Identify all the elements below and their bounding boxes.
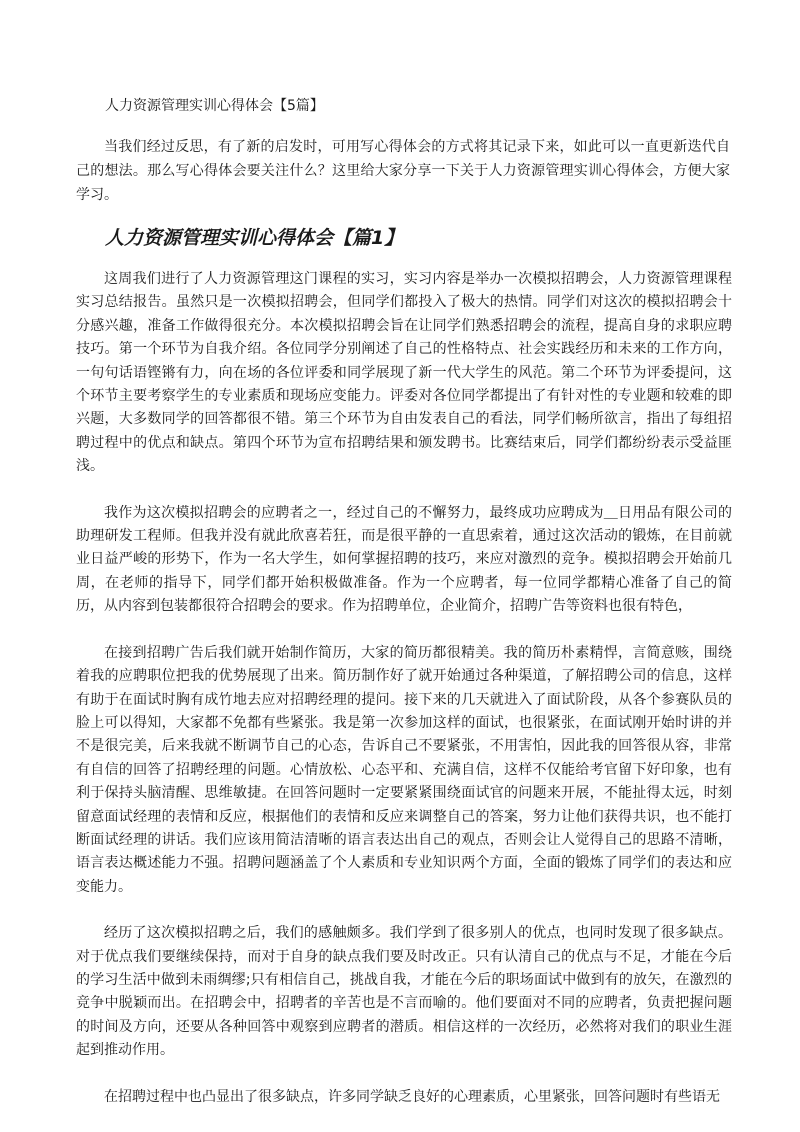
section-body — [76, 268, 732, 1132]
section-heading: 人力资源管理实训心得体会【篇1】 — [105, 227, 404, 249]
body-paragraph-4: 经历了这次模拟招聘之后，我们的感触颇多。我们学到了很多别人的优点，也同时发现了很多缺点。对于优点我们要继续保持，而对于自身的缺点我们要及时改正。只有认清自己的优点与不足，才能在今后的学习生活中做到未雨绸缪;只有相信自己，挑战自我，才能在今后的职场面试中做到有的放矢，在激烈的竞争中脱颖而出。在招聘会中，招聘者的辛苦也是不言而喻的。他们要面对不同的应聘者，负责把握问题的时间及方向，还要从各种回答中观察到应聘者的潜质。相信这样的一次经历，必然将对我们的职业生涯起到推动作用。 — [76, 925, 732, 1059]
body-paragraph-3: 在接到招聘广告后我们就开始制作简历，大家的简历都很精美。我的简历朴素精悍，言简意赅，围绕着我的应聘职位把我的优势展现了出来。简历制作好了就开始通过各种渠道，了解招聘公司的信息，这样有助于在面试时胸有成竹地去应对招聘经理的提问。接下来的几天就进入了面试阶段，从各个参赛队员的脸上可以得知，大家都不免都有些紧张。我是第一次参加这样的面试，也很紧张，在面试刚开始时讲的并不是很完美，后来我就不断调节自己的心态，告诉自己不要紧张，不用害怕，因此我的回答很从容，非常有自信的回答了招聘经理的问题。心情放松、心态平和、充满自信，这样不仅能给考官留下好印象，也有利于保持头脑清醒、思维敏捷。在回答问题时一定要紧紧围绕面试官的问题来开展，不能扯得太远，时刻留意面试经理的表情和反应，根据他们的表情和反应来调整自己的答案，努力让他们获得共识，也不能打断面试经理的讲话。我们应该用简洁清晰的语言表达出自己的观点，否则会让人觉得自己的思路不清晰，语言表达概述能力不强。招聘问题涵盖了个人素质和专业知识两个方面，全面的锻炼了同学们的表达和应变能力。 — [76, 644, 732, 895]
body-paragraph-2: 我作为这次模拟招聘会的应聘者之一，经过自己的不懈努力，最终成功应聘成为＿日用品有限公司的助理研发工程师。但我并没有就此欣喜若狂，而是很平静的一直思索着，通过这次活动的锻炼，在目前就业日益严峻的形势下，作为一名大学生，如何掌握招聘的技巧，来应对激烈的竞争。模拟招聘会开始前几周，在老师的指导下，同学们都开始积极做准备。作为一个应聘者，每一位同学都精心准备了自己的简历，从内容到包装都很符合招聘会的要求。作为招聘单位，企业简介，招聘广告等资料也很有特色， — [76, 504, 732, 615]
intro-paragraph: 当我们经过反思，有了新的启发时，可用写心得体会的方式将其记录下来，如此可以一直更新迭代自己的想法。那么写心得体会要关注什么？这里给大家分享一下关于人力资源管理实训心得体会，方便大家学习。 — [76, 139, 730, 203]
body-paragraph-5: 在招聘过程中也凸显出了很多缺点，许多同学缺乏良好的心理素质，心里紧张，回答问题时有些语无 — [104, 1088, 720, 1105]
document-title: 人力资源管理实训心得体会【5篇】 — [105, 98, 324, 114]
body-paragraph-1: 这周我们进行了人力资源管理这门课程的实习，实习内容是举办一次模拟招聘会，人力资源管理课程实习总结报告。虽然只是一次模拟招聘会，但同学们都投入了极大的热情。同学们对这次的模拟招聘会十分感兴趣，准备工作做得很充分。本次模拟招聘会旨在让同学们熟悉招聘会的流程，提高自身的求职应聘技巧。第一个环节为自我介绍。各位同学分别阐述了自己的性格特点、社会实践经历和未来的工作方向，一句句话语铿锵有力，向在场的各位评委和同学展现了新一代大学生的风范。第二个环节为评委提问，这个环节主要考察学生的专业素质和现场应变能力。评委对各位同学都提出了有针对性的专业题和较难的即兴题，大多数同学的回答都很不错。第三个环节为自由发表自己的看法，同学们畅所欲言，指出了每组招聘过程中的优点和缺点。第四个环节为宣布招聘结果和颁发聘书。比赛结束后，同学们都纷纷表示受益匪浅。 — [76, 271, 732, 475]
